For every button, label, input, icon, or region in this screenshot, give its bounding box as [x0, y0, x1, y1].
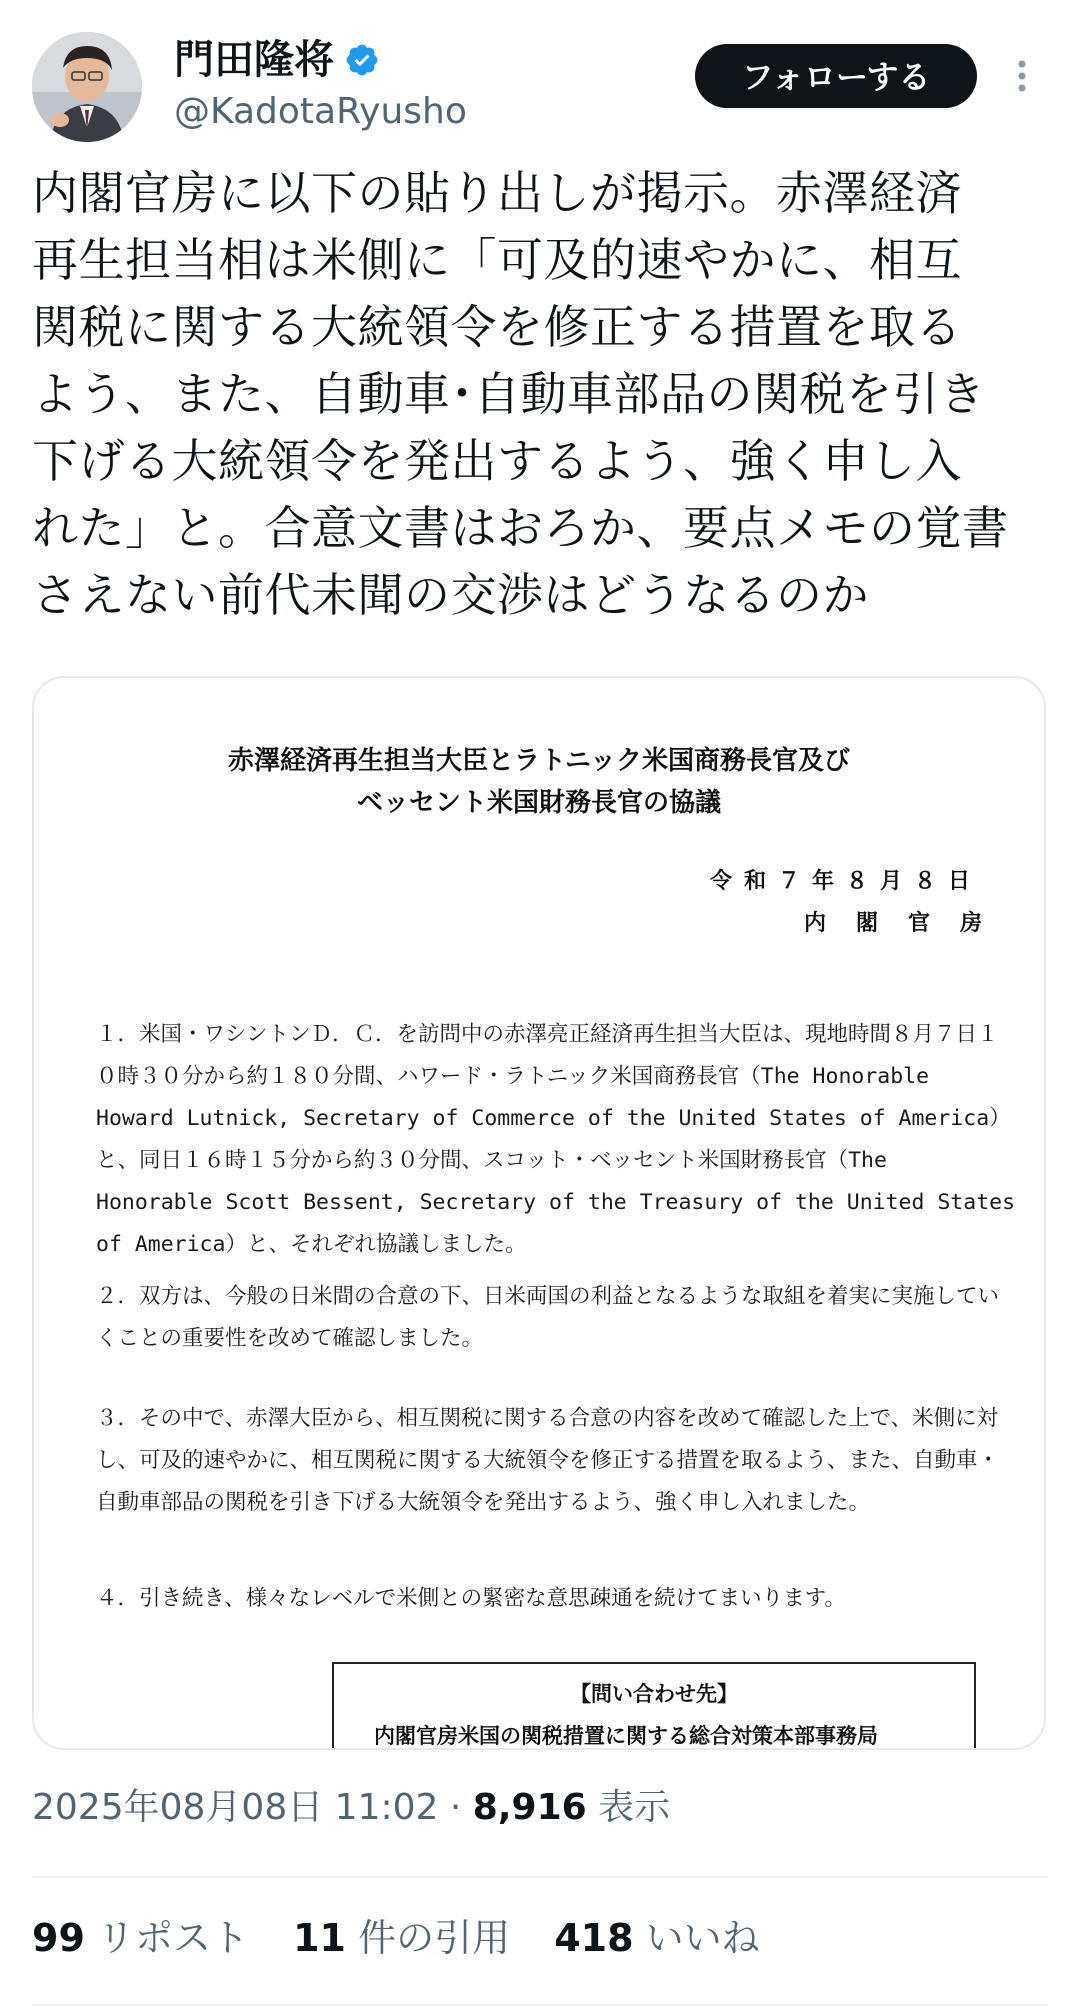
- likes-count: 418: [554, 1916, 634, 1960]
- reposts-label: リポスト: [96, 1916, 249, 1960]
- attached-document-image[interactable]: [32, 676, 1046, 1750]
- reposts-count: 99: [32, 1916, 85, 1960]
- document-paragraph-2: ２．双方は、今般の日米間の合意の下、日米両国の利益となるような取組を着実に実施していくことの重要性を改めて確認しました。: [96, 1284, 1000, 1351]
- verified-badge-icon: [344, 42, 380, 78]
- tweet-timestamp[interactable]: 2025年08月08日 11:02: [32, 1787, 439, 1828]
- likes-label: いいね: [645, 1916, 760, 1960]
- document-paragraph-4: ４．引き続き、様々なレベルで米側との緊密な意思疎通を続けてまいります。: [96, 1586, 846, 1611]
- views-count: 8,916: [472, 1787, 587, 1828]
- tweet-header: [0, 0, 1080, 150]
- more-dots-icon[interactable]: [1002, 56, 1042, 96]
- reposts-stat[interactable]: [32, 1916, 261, 1960]
- contact-office: 内閣官房米国の関税措置に関する総合対策本部事務局: [374, 1724, 878, 1748]
- document-title-line1: 赤澤経済再生担当大臣とラトニック米国商務長官及び: [228, 746, 850, 776]
- views-label: 表示: [598, 1787, 671, 1828]
- display-name-text[interactable]: 門田隆将: [174, 37, 334, 83]
- quotes-label: 件の引用: [358, 1916, 511, 1960]
- document-paragraph-1: １．米国・ワシントンＤ．Ｃ．を訪問中の赤澤亮正経済再生担当大臣は、現地時間８月７日１０時３０分から約１８０分間、ハワード・ラトニック米国商務長官（The Honorable Howard Lutnick, Secretary of Commerce of the United States of America）と、同日１６時１５分から約３０分間、スコット・ベッセント米国財務長官（The Honorable Scott Bessent, Secretary of the Treasury of the United States of America）と、それぞれ協議しました。: [96, 1022, 1016, 1257]
- avatar-image: [32, 32, 142, 142]
- avatar[interactable]: [32, 32, 142, 142]
- tweet-text: 内閣官房に以下の貼り出しが掲示。赤澤経済 再生担当相は米側に「可及的速やかに、相互 関税に関する大統領令を修正する措置を取る よう、また、自動車･自動車部品の関税を引き 下げる大統領令を発出するよう、強く申し入 れた」と。合意文書はおろか、要点メモの覚書 さえない前代未聞の交渉はどうなるのか: [32, 166, 1009, 622]
- user-handle[interactable]: @KadotaRyusho: [174, 91, 467, 132]
- quotes-count: 11: [293, 1916, 346, 1960]
- likes-stat[interactable]: [554, 1916, 759, 1960]
- engagement-stats: [32, 1914, 792, 1962]
- document-date: 令和７年８月８日: [709, 869, 982, 894]
- quotes-stat[interactable]: [293, 1916, 522, 1960]
- display-name[interactable]: [174, 36, 380, 84]
- follow-button[interactable]: フォローする: [695, 44, 977, 108]
- contact-heading: 【問い合わせ先】: [570, 1682, 738, 1706]
- document-title: [34, 740, 1044, 824]
- meta-separator: ·: [449, 1787, 462, 1828]
- divider-bottom: [32, 2004, 1048, 2006]
- divider: [32, 1876, 1048, 1878]
- tweet-meta: [32, 1786, 670, 1830]
- document-paragraph-3: ３．その中で、赤澤大臣から、相互関税に関する合意の内容を改めて確認した上で、米側に対し、可及的速やかに、相互関税に関する大統領令を修正する措置を取るよう、また、自動車・自動車部品の関税を引き下げる大統領令を発出するよう、強く申し入れました。: [96, 1406, 1000, 1515]
- document-office: 内閣官房: [803, 911, 1012, 936]
- document-title-line2: ベッセント米国財務長官の協議: [356, 788, 721, 818]
- contact-box: [332, 1662, 976, 1750]
